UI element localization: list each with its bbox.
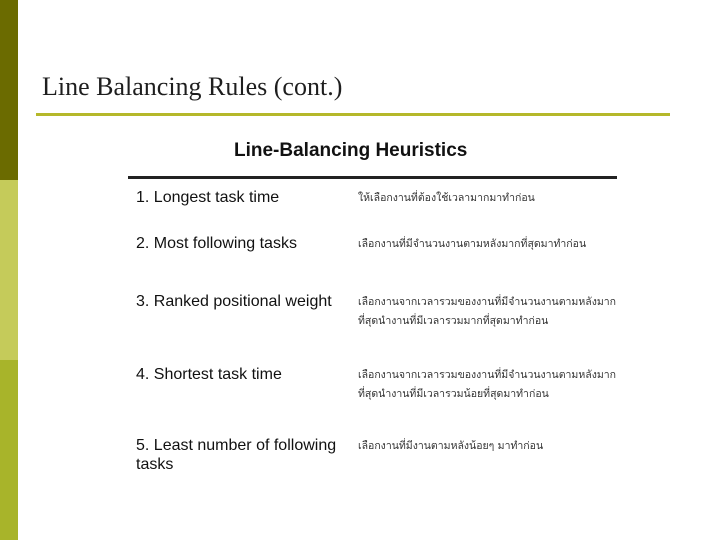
- slide-title: Line Balancing Rules (cont.): [42, 72, 343, 101]
- table-heading-rule: [128, 176, 617, 179]
- decorative-side-bar-middle: [0, 180, 18, 360]
- table-heading: Line-Balancing Heuristics: [234, 140, 468, 161]
- heuristic-description: เลือกงานจากเวลารวมของงานที่มีจำนวนงานตามหลังมากที่สุดนำงานที่มีเวลารวมมากที่สุดมาทำก่อน: [358, 296, 617, 327]
- heuristic-name: 1. Longest task time: [136, 189, 280, 206]
- heuristic-name: 5. Least number of following tasks: [136, 437, 337, 473]
- heuristic-description: เลือกงานที่มีจำนวนงานตามหลังมากที่สุดมาทำก่อน: [358, 238, 587, 250]
- title-underline: [36, 113, 670, 116]
- heuristic-name: 3. Ranked positional weight: [136, 293, 332, 310]
- decorative-side-bar-bottom: [0, 360, 18, 540]
- heuristic-description: เลือกงานจากเวลารวมของงานที่มีจำนวนงานตามหลังมากที่สุดนำงานที่มีเวลารวมน้อยที่สุดมาทำก่อน: [358, 369, 617, 400]
- heuristic-description: เลือกงานที่มีงานตามหลังน้อยๆ มาทำก่อน: [358, 440, 544, 452]
- heuristic-name: 4. Shortest task time: [136, 366, 282, 383]
- decorative-side-bar-top: [0, 0, 18, 180]
- heuristic-description: ให้เลือกงานที่ต้องใช้เวลามากมาทำก่อน: [358, 192, 535, 204]
- heuristic-name: 2. Most following tasks: [136, 235, 297, 252]
